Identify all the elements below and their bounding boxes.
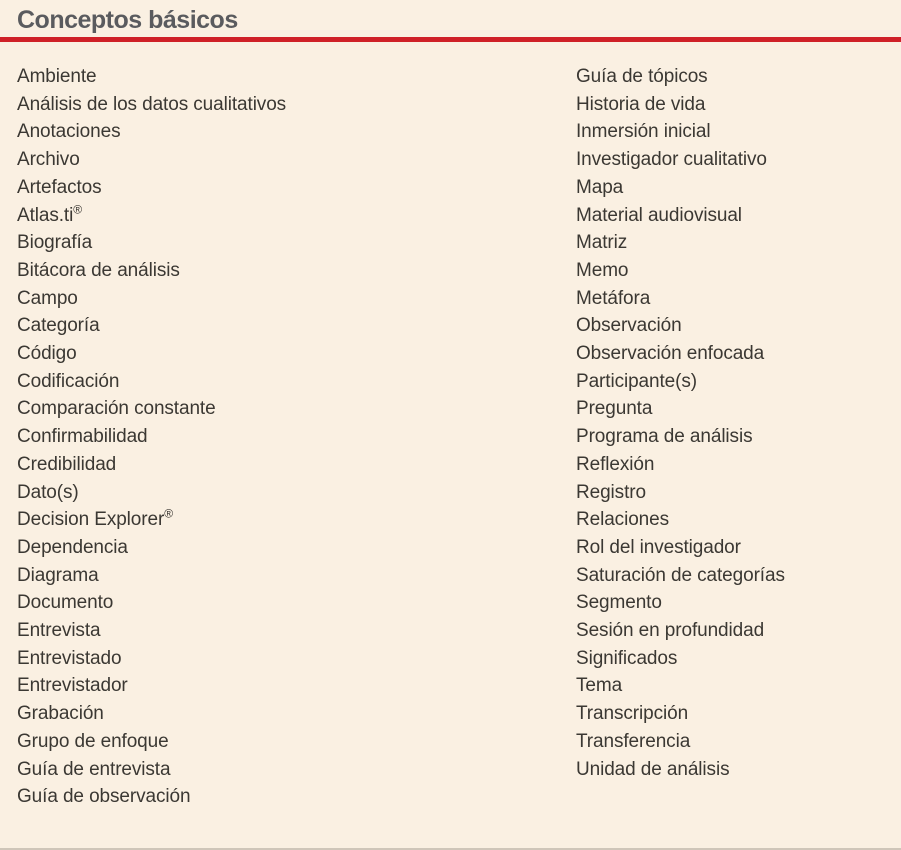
term-item: Reflexión [576, 453, 655, 475]
term-item: Entrevistador [17, 675, 128, 697]
term-item: Observación [576, 315, 682, 337]
term-item: Inmersión inicial [576, 121, 711, 143]
term-item: Memo [576, 259, 629, 281]
page-header [0, 0, 901, 36]
term-item: Mapa [576, 176, 624, 198]
term-item: Grabación [17, 703, 104, 725]
term-item: Observación enfocada [576, 343, 765, 365]
term-item: Guía de entrevista [17, 758, 171, 780]
term-item: Guía de tópicos [576, 66, 708, 87]
term-item: Credibilidad [17, 453, 117, 475]
term-item: Biografía [17, 232, 93, 254]
term-item: Documento [17, 592, 114, 614]
term-item: Historia de vida [576, 93, 706, 115]
term-item: Categoría [17, 315, 100, 337]
term-item: Código [17, 343, 77, 365]
term-item: Bitácora de análisis [17, 259, 180, 281]
term-item: Guía de observación [17, 786, 191, 808]
term-item: Artefactos [17, 176, 102, 198]
term-item: Atlas.ti® [17, 202, 82, 226]
term-item: Segmento [576, 592, 662, 614]
terms-columns [0, 42, 901, 811]
term-item: Dependencia [17, 536, 128, 558]
term-item: Relaciones [576, 509, 669, 531]
term-item: Campo [17, 287, 78, 309]
term-item: Codificación [17, 370, 120, 392]
term-item: Unidad de análisis [576, 758, 730, 780]
term-item: Registro [576, 481, 646, 503]
term-item: Grupo de enfoque [17, 730, 169, 752]
term-item: Transferencia [576, 730, 691, 752]
term-item: Transcripción [576, 703, 689, 725]
term-item: Anotaciones [17, 121, 121, 143]
term-item: Entrevista [17, 620, 101, 642]
term-item: Tema [576, 675, 623, 697]
registered-trademark-symbol: ® [164, 506, 173, 521]
term-item: Pregunta [576, 398, 653, 420]
term-item: Archivo [17, 149, 80, 171]
term-item: Confirmabilidad [17, 426, 148, 448]
term-item: Investigador cualitativo [576, 149, 767, 171]
terms-column-left [17, 63, 576, 811]
term-item: Diagrama [17, 564, 99, 586]
page-title: Conceptos básicos [17, 6, 238, 34]
term-item: Participante(s) [576, 370, 697, 392]
term-item: Saturación de categorías [576, 564, 785, 586]
term-item: Programa de análisis [576, 426, 753, 448]
term-item: Matriz [576, 232, 628, 254]
terms-column-right [576, 63, 901, 811]
term-item: Rol del investigador [576, 536, 741, 558]
term-item: Significados [576, 647, 678, 669]
term-item: Dato(s) [17, 481, 79, 503]
term-item: Análisis de los datos cualitativos [17, 93, 287, 115]
term-item: Material audiovisual [576, 204, 742, 226]
term-item: Metáfora [576, 287, 651, 309]
term-item: Decision Explorer® [17, 506, 173, 531]
term-item: Comparación constante [17, 398, 216, 420]
term-item: Sesión en profundidad [576, 620, 765, 642]
registered-trademark-symbol: ® [73, 202, 82, 217]
term-item: Entrevistado [17, 647, 122, 669]
term-item: Ambiente [17, 66, 97, 87]
